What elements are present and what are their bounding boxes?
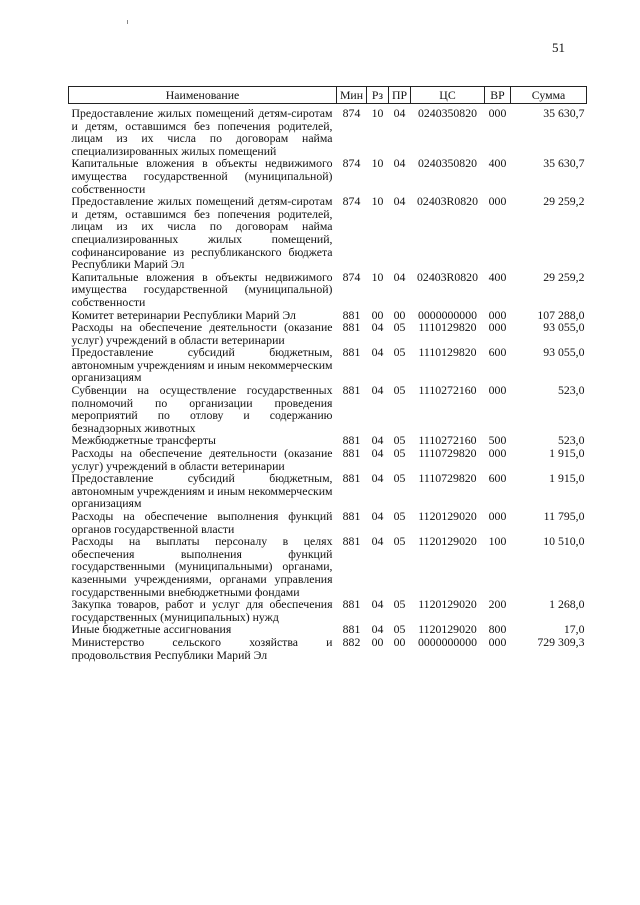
row-pr: 04 [393,269,406,284]
table-row [69,636,587,661]
table-row [69,157,587,195]
row-rz: 10 [371,106,384,120]
header-pr: ПР [389,87,411,104]
header-cs: ЦС [411,87,485,104]
row-cs: 1110272160 [418,383,477,398]
row-rz: 04 [371,345,384,360]
row-name: Межбюджетные трансферты [71,433,216,448]
row-pr: 05 [393,597,406,612]
row-pr: 00 [393,307,406,322]
header-vr: ВР [485,87,511,104]
row-rz: 04 [371,597,384,612]
table-row [69,510,587,535]
page-number: 51 [552,40,565,55]
row-sum: 1 915,0 [549,446,585,461]
row-rz: 04 [371,320,384,335]
row-sum: 35 630,7 [543,106,585,120]
row-min: 881 [342,433,361,448]
row-min: 881 [342,597,361,612]
row-name: Комитет ветеринарии Республики Марий Эл [71,307,296,322]
row-name: Предоставление субсидий бюджетным, автономным учреждениям и иным некоммерческим организациям [71,471,333,511]
row-rz: 04 [371,509,384,523]
row-cs: 1110129820 [418,320,477,335]
row-vr: 000 [488,509,507,523]
row-vr: 500 [488,433,507,448]
row-cs: 1110272160 [418,433,477,448]
row-cs: 0000000000 [418,634,477,649]
budget-table [68,86,587,661]
row-min: 874 [342,269,361,284]
row-cs: 0000000000 [418,307,477,322]
row-vr: 000 [488,307,507,322]
row-name: Иные бюджетные ассигнования [71,622,232,637]
row-name: Расходы на обеспечение выполнения функций органов государственной власти [71,509,333,536]
row-sum: 29 259,2 [543,194,585,209]
row-name: Капитальные вложения в объекты недвижимого имущества государственной (муниципальной) собственности [71,269,333,309]
row-min: 882 [342,634,361,649]
scan-mark [127,20,128,24]
row-sum: 729 309,3 [537,634,585,649]
row-cs: 1120129020 [418,622,477,637]
row-vr: 600 [488,345,507,360]
row-min: 881 [342,320,361,335]
row-name: Расходы на обеспечение деятельности (оказание услуг) учреждений в области ветеринарии [71,320,333,347]
row-cs: 1120129020 [418,509,477,523]
row-vr: 000 [488,106,507,120]
row-sum: 1 915,0 [549,471,585,486]
row-min: 874 [342,194,361,209]
row-sum: 93 055,0 [543,345,585,360]
table-row [69,535,587,598]
header-rz: Рз [367,87,389,104]
row-rz: 00 [371,634,384,649]
row-name: Расходы на обеспечение деятельности (оказание услуг) учреждений в области ветеринарии [71,446,333,473]
row-cs: 1120129020 [418,597,477,612]
row-vr: 100 [488,534,507,549]
row-rz: 10 [371,194,384,209]
row-vr: 000 [488,383,507,398]
row-vr: 000 [488,446,507,461]
row-cs: 02403R0820 [417,269,478,284]
row-pr: 00 [393,634,406,649]
row-min: 881 [342,345,361,360]
row-rz: 04 [371,433,384,448]
row-pr: 05 [393,622,406,637]
table-header-row [69,87,587,104]
row-pr: 05 [393,320,406,335]
table-row [69,104,587,158]
table-row [69,321,587,346]
row-vr: 000 [488,634,507,649]
row-vr: 200 [488,597,507,612]
row-vr: 400 [488,269,507,284]
header-min: Мин [337,87,367,104]
row-rz: 04 [371,622,384,637]
row-min: 881 [342,622,361,637]
row-sum: 523,0 [557,383,585,398]
row-cs: 1110729820 [418,446,477,461]
row-min: 881 [342,446,361,461]
row-cs: 1110129820 [418,345,477,360]
row-pr: 05 [393,509,406,523]
row-pr: 04 [393,156,406,171]
row-vr: 000 [488,320,507,335]
row-name: Предоставление субсидий бюджетным, автономным учреждениям и иным некоммерческим организациям [71,345,333,385]
row-vr: 800 [488,622,507,637]
row-pr: 05 [393,534,406,549]
table-row [69,384,587,434]
row-sum: 11 795,0 [543,509,585,523]
row-min: 874 [342,106,361,120]
table-row [69,598,587,623]
row-rz: 00 [371,307,384,322]
row-name: Субвенции на осуществление государственных полномочий по организации проведения мероприятий по отлову и содержанию безнадзорных животных [71,383,333,435]
row-sum: 35 630,7 [543,156,585,171]
row-sum: 93 055,0 [543,320,585,335]
row-sum: 29 259,2 [543,269,585,284]
row-cs: 0240350820 [418,106,477,120]
row-rz: 10 [371,156,384,171]
row-sum: 10 510,0 [543,534,585,549]
row-rz: 04 [371,534,384,549]
row-sum: 1 268,0 [549,597,585,612]
row-vr: 000 [488,194,507,209]
row-sum: 17,0 [563,622,585,637]
row-vr: 600 [488,471,507,486]
row-cs: 1110729820 [418,471,477,486]
table-row [69,447,587,472]
row-rz: 10 [371,269,384,284]
row-cs: 1120129020 [418,534,477,549]
row-pr: 05 [393,433,406,448]
row-rz: 04 [371,383,384,398]
row-min: 881 [342,383,361,398]
row-min: 881 [342,307,361,322]
table-row [69,271,587,309]
row-sum: 523,0 [557,433,585,448]
header-name: Наименование [69,87,337,104]
row-cs: 0240350820 [418,156,477,171]
row-name: Предоставление жилых помещений детям-сиротам и детям, оставшимся без попечения родителей, лицам из их числа по договорам найма специализированных жилых помещений, софинансирование из республиканского бюджета Республики Марий Эл [71,194,333,272]
row-pr: 05 [393,383,406,398]
row-rz: 04 [371,446,384,461]
row-min: 881 [342,471,361,486]
row-name: Закупка товаров, работ и услуг для обеспечения государственных (муниципальных) нужд [71,597,333,624]
row-pr: 04 [393,194,406,209]
table-row [69,195,587,271]
row-name: Расходы на выплаты персоналу в целях обеспечения выполнения функций государственными (муниципальными) органами, казенными учреждениями, органами управления государственными внебюджетными фондами [71,534,333,599]
row-name: Капитальные вложения в объекты недвижимого имущества государственной (муниципальной) собственности [71,156,333,196]
row-name: Министерство сельского хозяйства и продовольствия Республики Марий Эл [71,634,333,662]
row-pr: 05 [393,345,406,360]
table-row [69,472,587,510]
row-vr: 400 [488,156,507,171]
table-row [69,346,587,384]
row-min: 881 [342,534,361,549]
row-min: 881 [342,509,361,523]
header-sum: Сумма [511,87,587,104]
row-pr: 05 [393,471,406,486]
row-pr: 04 [393,106,406,120]
row-rz: 04 [371,471,384,486]
row-min: 874 [342,156,361,171]
row-pr: 05 [393,446,406,461]
row-cs: 02403R0820 [417,194,478,209]
row-sum: 107 288,0 [537,307,585,322]
row-name: Предоставление жилых помещений детям-сиротам и детям, оставшимся без попечения родителей, лицам из их числа по договорам найма специализированных жилых помещений [71,106,333,158]
